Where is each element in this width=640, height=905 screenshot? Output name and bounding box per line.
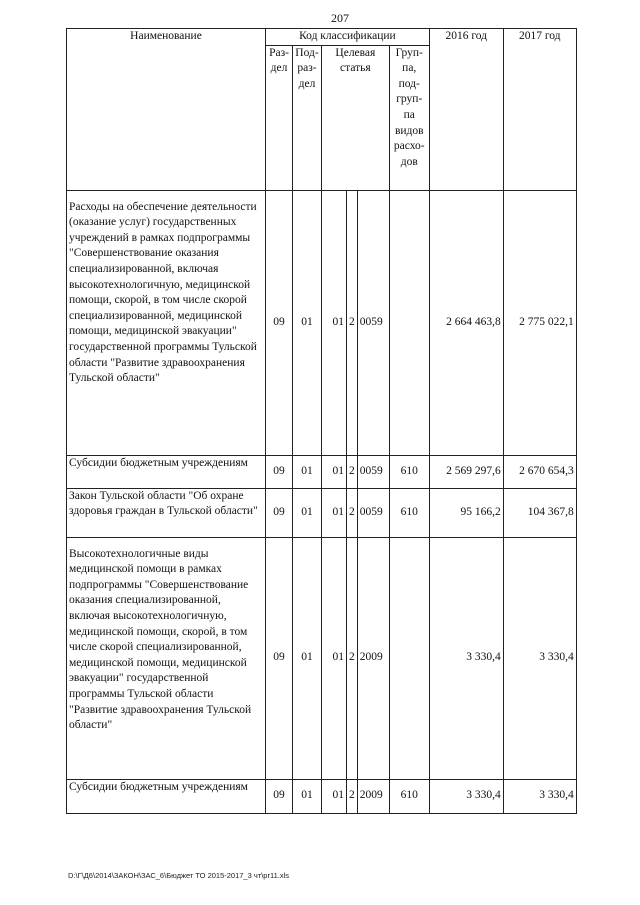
row-subsection: 01 xyxy=(293,537,322,779)
table-row xyxy=(67,488,577,537)
row-amount-2017: 104 367,8 xyxy=(503,488,576,537)
header-code-group: Код классификации xyxy=(266,29,430,46)
row-target-direction: 2009 xyxy=(357,779,389,813)
table-row xyxy=(67,455,577,488)
row-target-program: 01 xyxy=(322,537,347,779)
row-subsection: 01 xyxy=(293,779,322,813)
row-amount-2017: 3 330,4 xyxy=(503,779,576,813)
row-amount-2016: 3 330,4 xyxy=(429,537,503,779)
header-section: Раз- дел xyxy=(266,45,293,190)
row-target-direction: 0059 xyxy=(357,455,389,488)
row-name-text: Высокотехнологичные виды медицинской помощи в рамках подпрограммы "Совершенствование оказания специализированной, включая высокотехнологичную, медицинской помощи, скорой, в том числе скорой специализированной, медицинской помощи, медицинской эвакуации" государственной программы Тульской области "Развитие здравоохранения Тульской области" xyxy=(69,547,252,732)
row-group xyxy=(389,537,429,779)
row-target-subprogram: 2 xyxy=(347,190,358,455)
row-group xyxy=(389,190,429,455)
header-year-2017: 2017 год xyxy=(503,29,576,191)
row-target-subprogram: 2 xyxy=(347,537,358,779)
row-name-text: Расходы на обеспечение деятельности (оказание услуг) государственных учреждений в рамках подпрограммы "Совершенствование оказания специализированной, включая высокотехнологичную, медицинской помощи, скорой, в том числе скорой специализированной, медицинской помощи, медицинской эвакуации" государственной программы Тульской области "Развитие здравоохранения Тульской области" xyxy=(69,200,257,385)
header-subsection: Под- раз- дел xyxy=(293,45,322,190)
page-number: 207 xyxy=(331,11,349,25)
header-row-top xyxy=(67,29,577,46)
row-amount-2017: 2 775 022,1 xyxy=(503,190,576,455)
row-name: Субсидии бюджетным учреждениям xyxy=(67,779,266,813)
header-name: Наименование xyxy=(67,29,266,191)
file-path-footer: D:\Г\Д6\2014\ЗАКОН\ЗАС_6\Бюджет ТО 2015-2017_3 чт\pr11.xls xyxy=(68,871,289,880)
row-name: Закон Тульской области "Об охране здоровья граждан в Тульской области" xyxy=(67,488,266,537)
row-subsection: 01 xyxy=(293,190,322,455)
row-target-program: 01 xyxy=(322,779,347,813)
row-target-subprogram: 2 xyxy=(347,488,358,537)
row-subsection: 01 xyxy=(293,455,322,488)
row-section: 09 xyxy=(266,455,293,488)
row-name xyxy=(67,190,266,455)
header-target: Целевая статья xyxy=(322,45,390,190)
row-target-program: 01 xyxy=(322,455,347,488)
row-target-program: 01 xyxy=(322,190,347,455)
row-target-subprogram: 2 xyxy=(347,779,358,813)
header-group: Груп- па, под- груп- па видов расхо- дов xyxy=(389,45,429,190)
row-subsection: 01 xyxy=(293,488,322,537)
row-target-program: 01 xyxy=(322,488,347,537)
row-amount-2016: 2 664 463,8 xyxy=(429,190,503,455)
row-section: 09 xyxy=(266,488,293,537)
row-name: Субсидии бюджетным учреждениям xyxy=(67,455,266,488)
row-target-subprogram: 2 xyxy=(347,455,358,488)
row-amount-2016: 95 166,2 xyxy=(429,488,503,537)
header-year-2016: 2016 год xyxy=(429,29,503,191)
row-target-direction: 0059 xyxy=(357,488,389,537)
row-amount-2017: 2 670 654,3 xyxy=(503,455,576,488)
table-row xyxy=(67,779,577,813)
budget-table xyxy=(66,28,577,814)
row-target-direction: 2009 xyxy=(357,537,389,779)
row-section: 09 xyxy=(266,537,293,779)
table-row xyxy=(67,537,577,779)
row-amount-2016: 2 569 297,6 xyxy=(429,455,503,488)
row-section: 09 xyxy=(266,190,293,455)
row-group: 610 xyxy=(389,488,429,537)
row-amount-2016: 3 330,4 xyxy=(429,779,503,813)
row-amount-2017: 3 330,4 xyxy=(503,537,576,779)
table-row xyxy=(67,190,577,455)
row-section: 09 xyxy=(266,779,293,813)
row-name xyxy=(67,537,266,779)
row-target-direction: 0059 xyxy=(357,190,389,455)
row-group: 610 xyxy=(389,779,429,813)
row-group: 610 xyxy=(389,455,429,488)
